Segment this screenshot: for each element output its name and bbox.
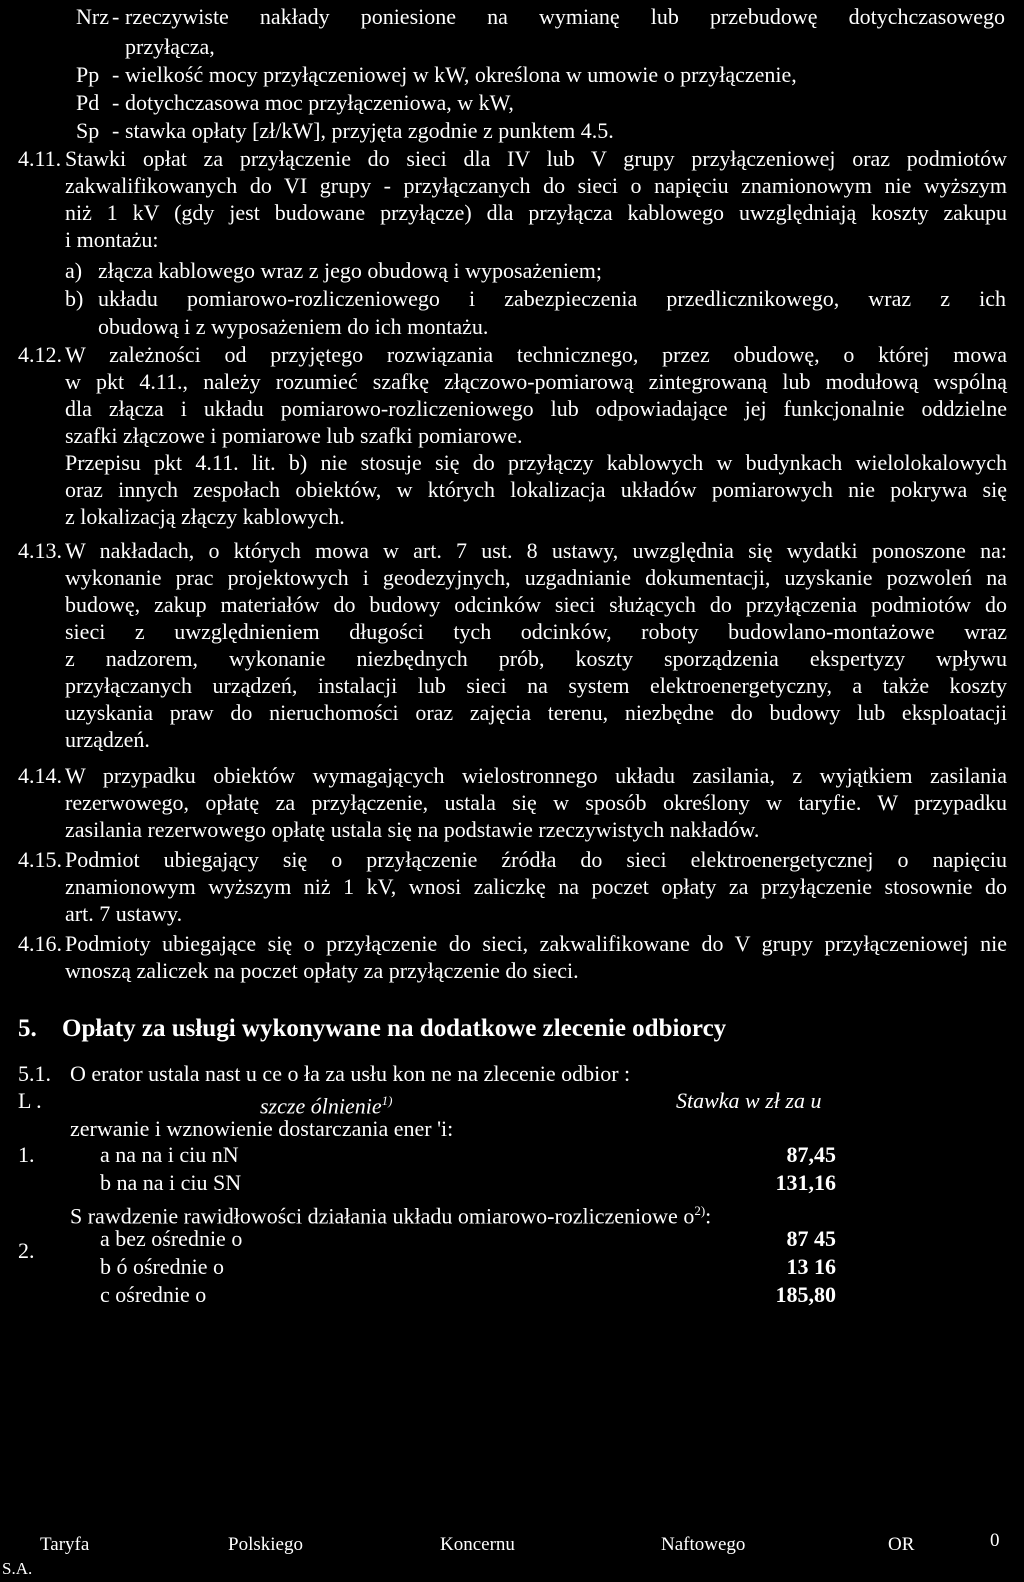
- row-item-value: 87,45: [786, 1142, 836, 1167]
- text-line: W przypadku obiektów wymagających wielostronnego układu zasilania, z wyjątkiem zasilania: [65, 763, 1007, 788]
- def-dash: -: [112, 90, 120, 115]
- def-text: przyłącza,: [125, 34, 215, 59]
- text-line: niż 1 kV (gdy jest budowane przyłącze) dla przyłącza kablowego uwzględniają koszty zakupu: [65, 200, 1007, 225]
- text-line: zakwalifikowanych do VI grupy - przyłączanych do sieci o napięciu znamionowym nie wyższym: [65, 173, 1007, 198]
- row-item-label: b na na i ciu SN: [100, 1170, 242, 1195]
- section-text: [65, 930, 1007, 984]
- column-lp: L .: [18, 1088, 42, 1113]
- text-line: wnoszą zaliczek na poczet opłaty za przyłączenie do sieci.: [65, 958, 579, 983]
- row-item-value: 13 16: [786, 1254, 836, 1279]
- text-line: i montażu:: [65, 227, 159, 252]
- text-line: znamionowym wyższym niż 1 kV, wnosi zaliczkę na poczet opłaty za przyłączenie stosownie do: [65, 874, 1007, 899]
- footer-word: Naftowego: [661, 1534, 746, 1555]
- row-title-text: S rawdzenie rawidłowości działania układu omiarowo-rozliczeniowe o: [70, 1203, 695, 1229]
- column-rate: Stawka w zł za u: [676, 1088, 822, 1113]
- row-title: zerwanie i wznowienie dostarczania ener 'i:: [70, 1116, 454, 1141]
- text-line: Przepisu pkt 4.11. lit. b) nie stosuje się do przyłączy kablowych w budynkach wielolokalowych: [65, 450, 1007, 475]
- section-text: [65, 145, 1007, 253]
- def-text: stawka opłaty [zł/kW], przyjęta zgodnie z punktem 4.5.: [125, 118, 614, 143]
- section-number: 4.12.: [18, 342, 62, 367]
- def-symbol: Nrz: [76, 4, 109, 29]
- heading-number: 5.: [18, 1015, 37, 1042]
- text-line: zasilania rezerwowego opłatę ustala się na podstawie rzeczywistych nakładów.: [65, 817, 760, 842]
- text-line: Podmioty ubiegające się o przyłączenie do sieci, zakwalifikowane do V grupy przyłączeniowej nie: [65, 931, 1007, 956]
- text-line: z lokalizacją złączy kablowych.: [65, 504, 345, 529]
- subsection-number: 5.1.: [18, 1061, 51, 1086]
- text-line: przyłączanych urządzeń, instalacji lub sieci na system elektroenergetyczny, a także koszty: [65, 673, 1007, 698]
- section-number: 4.13.: [18, 538, 62, 563]
- text-line: rezerwowego, opłatę za przyłączenie, ustala się w sposób określony w taryfie. W przypadku: [65, 790, 1007, 815]
- subitem-label: a): [65, 258, 83, 283]
- row-item-value: 131,16: [775, 1170, 836, 1195]
- text-line: budowę, zakup materiałów do budowy odcinków sieci służących do przyłączenia podmiotów do: [65, 592, 1007, 617]
- def-dash: -: [112, 62, 120, 87]
- def-dash: -: [112, 4, 120, 29]
- heading-title: Opłaty za usługi wykonywane na dodatkowe zlecenie odbiorcy: [62, 1015, 727, 1042]
- def-symbol: Pp: [76, 62, 100, 87]
- section-text: [65, 341, 1007, 530]
- text-line: uzyskania praw do nieruchomości oraz zajęcia terenu, niezbędne do budowy lub eksploatacji: [65, 700, 1007, 725]
- subitem-label: b): [65, 286, 84, 311]
- text-line: urządzeń.: [65, 727, 150, 752]
- row-item-label: a na na i ciu nN: [100, 1142, 239, 1167]
- section-text: [65, 762, 1007, 843]
- section-text: [65, 846, 1007, 927]
- section-text: [65, 537, 1007, 753]
- def-symbol: Sp: [76, 118, 100, 143]
- footer-word: Taryfa: [40, 1534, 90, 1555]
- row-item-value: 185,80: [775, 1282, 836, 1307]
- def-dash: -: [112, 118, 120, 143]
- text-line: Podmiot ubiegający się o przyłączenie źródła do sieci elektroenergetycznej o napięciu: [65, 847, 1007, 872]
- def-text: wielkość mocy przyłączeniowej w kW, określona w umowie o przyłączenie,: [125, 62, 797, 87]
- text-line: wykonanie prac projektowych i geodezyjnych, uzgadnianie dokumentacji, uzyskanie pozwoleń na: [65, 565, 1007, 590]
- text-line: W zależności od przyjętego rozwiązania technicznego, przez obudowę, o której mowa: [65, 342, 1007, 367]
- row-item-label: c ośrednie o: [100, 1282, 207, 1307]
- section-number: 4.14.: [18, 763, 62, 788]
- subitem-text: układu pomiarowo-rozliczeniowego i zabezpieczenia przedlicznikowego, wraz z ich: [98, 286, 1006, 311]
- subsection-intro: O erator ustala nast u ce o ła za usłu kon ne na zlecenie odbior :: [70, 1061, 631, 1086]
- footer-word: S.A.: [2, 1559, 33, 1578]
- row-item-label: a bez ośrednie o: [100, 1226, 243, 1251]
- footnote-mark: 1): [381, 1093, 393, 1108]
- row-item-label: b ó ośrednie o: [100, 1254, 225, 1279]
- text-line: w pkt 4.11., należy rozumieć szafkę złączowo-pomiarową zintegrowaną lub modułową wspólną: [65, 369, 1007, 394]
- text-line: dla złącza i układu pomiarowo-rozliczeniowego lub odpowiadające jej funkcjonalnie oddzielne: [65, 396, 1007, 421]
- footer-word: Polskiego: [228, 1534, 303, 1555]
- subitem-text: obudową i z wyposażeniem do ich montażu.: [98, 314, 489, 339]
- text-line: z nadzorem, wykonanie niezbędnych prób, koszty sporządzenia ekspertyzy wpływu: [65, 646, 1007, 671]
- section-number: 4.16.: [18, 931, 62, 956]
- text-line: art. 7 ustawy.: [65, 901, 183, 926]
- column-description-label: szcze ólnienie: [260, 1093, 382, 1119]
- subitem-text: złącza kablowego wraz z jego obudową i wyposażeniem;: [98, 258, 602, 283]
- def-text: rzeczywiste nakłady poniesione na wymianę lub przebudowę dotychczasowego: [125, 4, 1005, 29]
- row-lp: 2.: [18, 1238, 35, 1263]
- def-symbol: Pd: [76, 90, 100, 115]
- section-number: 4.15.: [18, 847, 62, 872]
- row-lp: 1.: [18, 1142, 35, 1167]
- footer-word: OR: [888, 1534, 915, 1555]
- text-line: W nakładach, o których mowa w art. 7 ust. 8 ustawy, uwzględnia się wydatki ponoszone na:: [65, 538, 1007, 563]
- page-number: 0: [990, 1530, 1000, 1551]
- section-number: 4.11.: [18, 146, 62, 171]
- text-line: szafki złączowe i pomiarowe lub szafki pomiarowe.: [65, 423, 523, 448]
- footnote-mark: 2): [694, 1203, 706, 1218]
- footer-word: Koncernu: [440, 1534, 515, 1555]
- text-line: sieci z uwzględnieniem długości tych odcinków, roboty budowlano-montażowe wraz: [65, 619, 1007, 644]
- def-text: dotychczasowa moc przyłączeniowa, w kW,: [125, 90, 514, 115]
- text-line: oraz innych zespołach obiektów, w których lokalizacja układów pomiarowych nie pokrywa się: [65, 477, 1007, 502]
- row-item-value: 87 45: [786, 1226, 836, 1251]
- row-title-end: :: [705, 1203, 712, 1229]
- text-line: Stawki opłat za przyłączenie do sieci dla IV lub V grupy przyłączeniowej oraz podmiotów: [65, 146, 1007, 171]
